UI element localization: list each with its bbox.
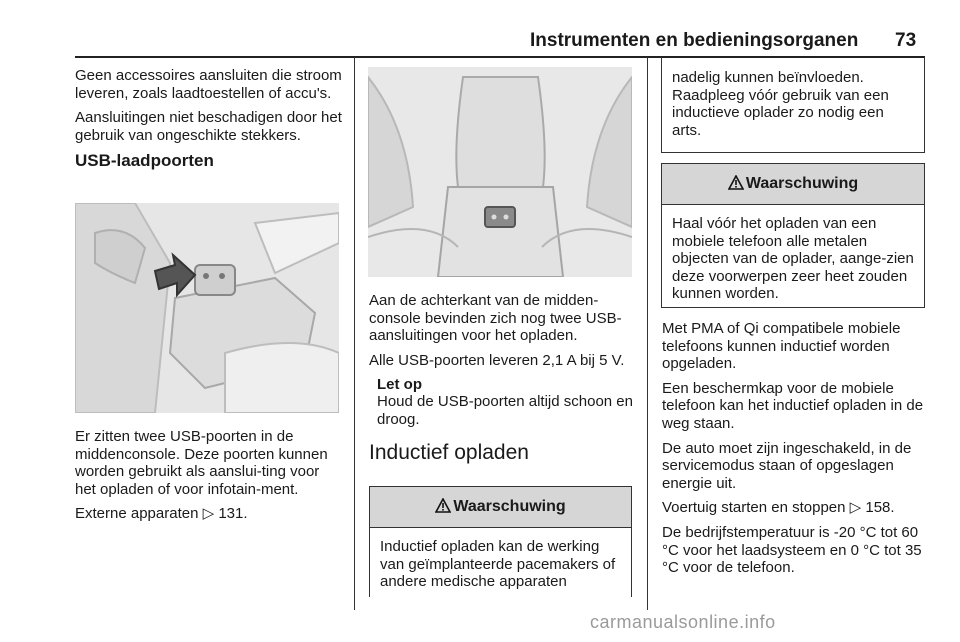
rear-usb-figure [368,67,632,277]
warning-text: Inductief opladen kan de werking van geïmplanteerde pacemakers of andere medische apparaten [380,538,616,591]
section-heading: USB-laadpoorten [75,151,214,171]
column-1 [75,67,343,171]
warning-header [370,487,631,528]
warning-triangle-icon [435,489,451,529]
warning-triangle-icon [728,166,744,206]
paragraph: Met PMA of Qi compatibele mobiele telefoons kunnen inductief worden opgeladen. [662,320,901,373]
paragraph: Aansluitingen niet beschadigen door het gebruik van ongeschikte stekkers. [75,109,342,144]
warning-box-metal-objects [661,163,925,308]
page-reference-arrow-icon: ▷ [849,499,862,517]
warning-text-continued: nadelig kunnen beïnvloeden. Raadpleeg vóór gebruik van een inductieve oplader zo nodig een arts. [672,69,889,139]
note-box [377,376,634,428]
warning-text: Haal vóór het opladen van een mobiele telefoon alle metalen objecten van de oplader, aange-zien deze voorwerpen zeer heet zouden kunnen worden. [672,215,914,303]
note-text: Houd de USB-poorten altijd schoon en droog. [377,393,633,428]
page-number: 73 [895,30,917,51]
paragraph: Een beschermkap voor de mobiele telefoon kan het inductief opladen in de weg staan. [662,379,924,432]
column-1-lower [75,428,343,530]
paragraph: Alle USB-poorten leveren 2,1 A bij 5 V. [369,351,625,369]
page-header-title: Instrumenten en bedieningsorganen [530,30,859,51]
column-2 [369,292,634,465]
paragraph: Aan de achterkant van de midden-console bevinden zich nog twee USB-aansluitingen voor het opladen. [369,292,622,345]
paragraph: De auto moet zijn ingeschakeld, in de servicemodus staan of opgeslagen energie uit. [662,439,912,492]
page-reference-arrow-icon: ▷ [202,505,215,523]
warning-title: Waarschuwing [453,498,566,515]
note-title: Let op [377,376,422,394]
paragraph-reference: Externe apparaten ▷ 131. [75,505,248,523]
column-3 [662,320,928,584]
column-divider-2 [647,57,648,610]
warning-header [662,164,924,205]
warning-box-continued [661,57,925,153]
paragraph: De bedrijfstemperatuur is -20 °C tot 60 °C voor het laadsysteem en 0 °C tot 35 °C voor de telefoon. [662,523,922,577]
paragraph-reference: Voertuig starten en stoppen ▷ 158. [662,499,895,517]
watermark: carmanualsonline.info [590,612,776,632]
usb-console-figure [75,203,339,413]
paragraph: Geen accessoires aansluiten die stroom leveren, zoals laadtoestellen of accu's. [75,67,342,102]
column-divider-1 [354,57,355,610]
warning-box-pacemaker [369,486,632,597]
paragraph: Er zitten twee USB-poorten in de middenconsole. Deze poorten kunnen worden gebruikt als aanslui-ting voor het opladen of voor infotain-ment. [75,428,328,498]
warning-title: Waarschuwing [745,175,859,192]
section-heading: Inductief opladen [369,440,529,464]
